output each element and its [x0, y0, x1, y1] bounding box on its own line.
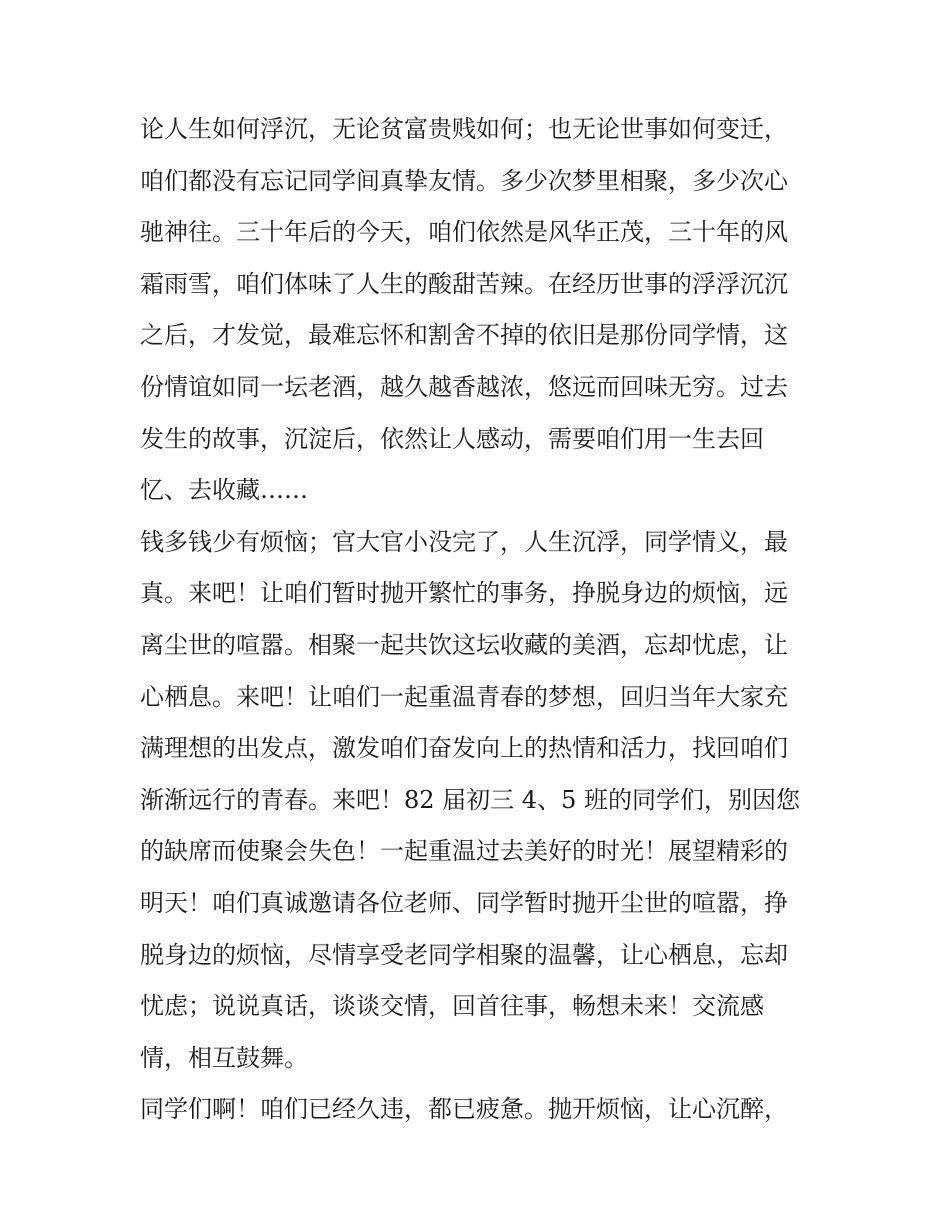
text-line: 发生的故事，沉淀后，依然让人感动，需要咱们用一生去回 [140, 424, 764, 453]
text-line: 之后，才发觉，最难忘怀和割舍不掉的依旧是那份同学情，这 [140, 321, 788, 350]
text-line: 忧虑；说说真话，谈谈交情，回首往事，畅想未来！交流感 [140, 992, 764, 1021]
text-line: 同学们啊！咱们已经久违，都已疲惫。抛开烦恼，让心沉醉， [140, 1095, 788, 1124]
text-line: 的缺席而使聚会失色！一起重温过去美好的时光！展望精彩的 [140, 837, 788, 866]
text-line: 满理想的出发点，激发咱们奋发向上的热情和活力，找回咱们 [140, 734, 788, 763]
text-line: 论人生如何浮沉，无论贫富贵贱如何；也无论世事如何变迁， [140, 115, 788, 143]
body-text [140, 104, 820, 1136]
text-line: 真。来吧！让咱们暂时抛开繁忙的事务，挣脱身边的烦恼，远 [140, 579, 788, 608]
text-line: 渐渐远行的青春。来吧！82 届初三 4、5 班的同学们，别因您 [140, 785, 800, 814]
text-line: 霜雨雪，咱们体味了人生的酸甜苦辣。在经历世事的浮浮沉沉 [140, 269, 788, 298]
text-line: 脱身边的烦恼，尽情享受老同学相聚的温馨，让心栖息，忘却 [140, 940, 788, 969]
text-line: 咱们都没有忘记同学间真挚友情。多少次梦里相聚，多少次心 [140, 166, 788, 195]
text-line: 明天！咱们真诚邀请各位老师、同学暂时抛开尘世的喧嚣，挣 [140, 888, 788, 917]
text-line: 份情谊如同一坛老酒，越久越香越浓，悠远而回味无穷。过去 [140, 372, 788, 401]
text-line: 钱多钱少有烦恼；官大官小没完了，人生沉浮，同学情义，最 [140, 527, 788, 556]
text-line: 驰神往。三十年后的今天，咱们依然是风华正茂，三十年的风 [140, 218, 788, 247]
text-line: 情，相互鼓舞。 [140, 1043, 308, 1072]
text-line: 离尘世的喧嚣。相聚一起共饮这坛收藏的美酒，忘却忧虑，让 [140, 630, 788, 659]
text-line: 心栖息。来吧！让咱们一起重温青春的梦想，回归当年大家充 [140, 682, 788, 711]
text-line: 忆、去收藏…… [140, 476, 308, 505]
